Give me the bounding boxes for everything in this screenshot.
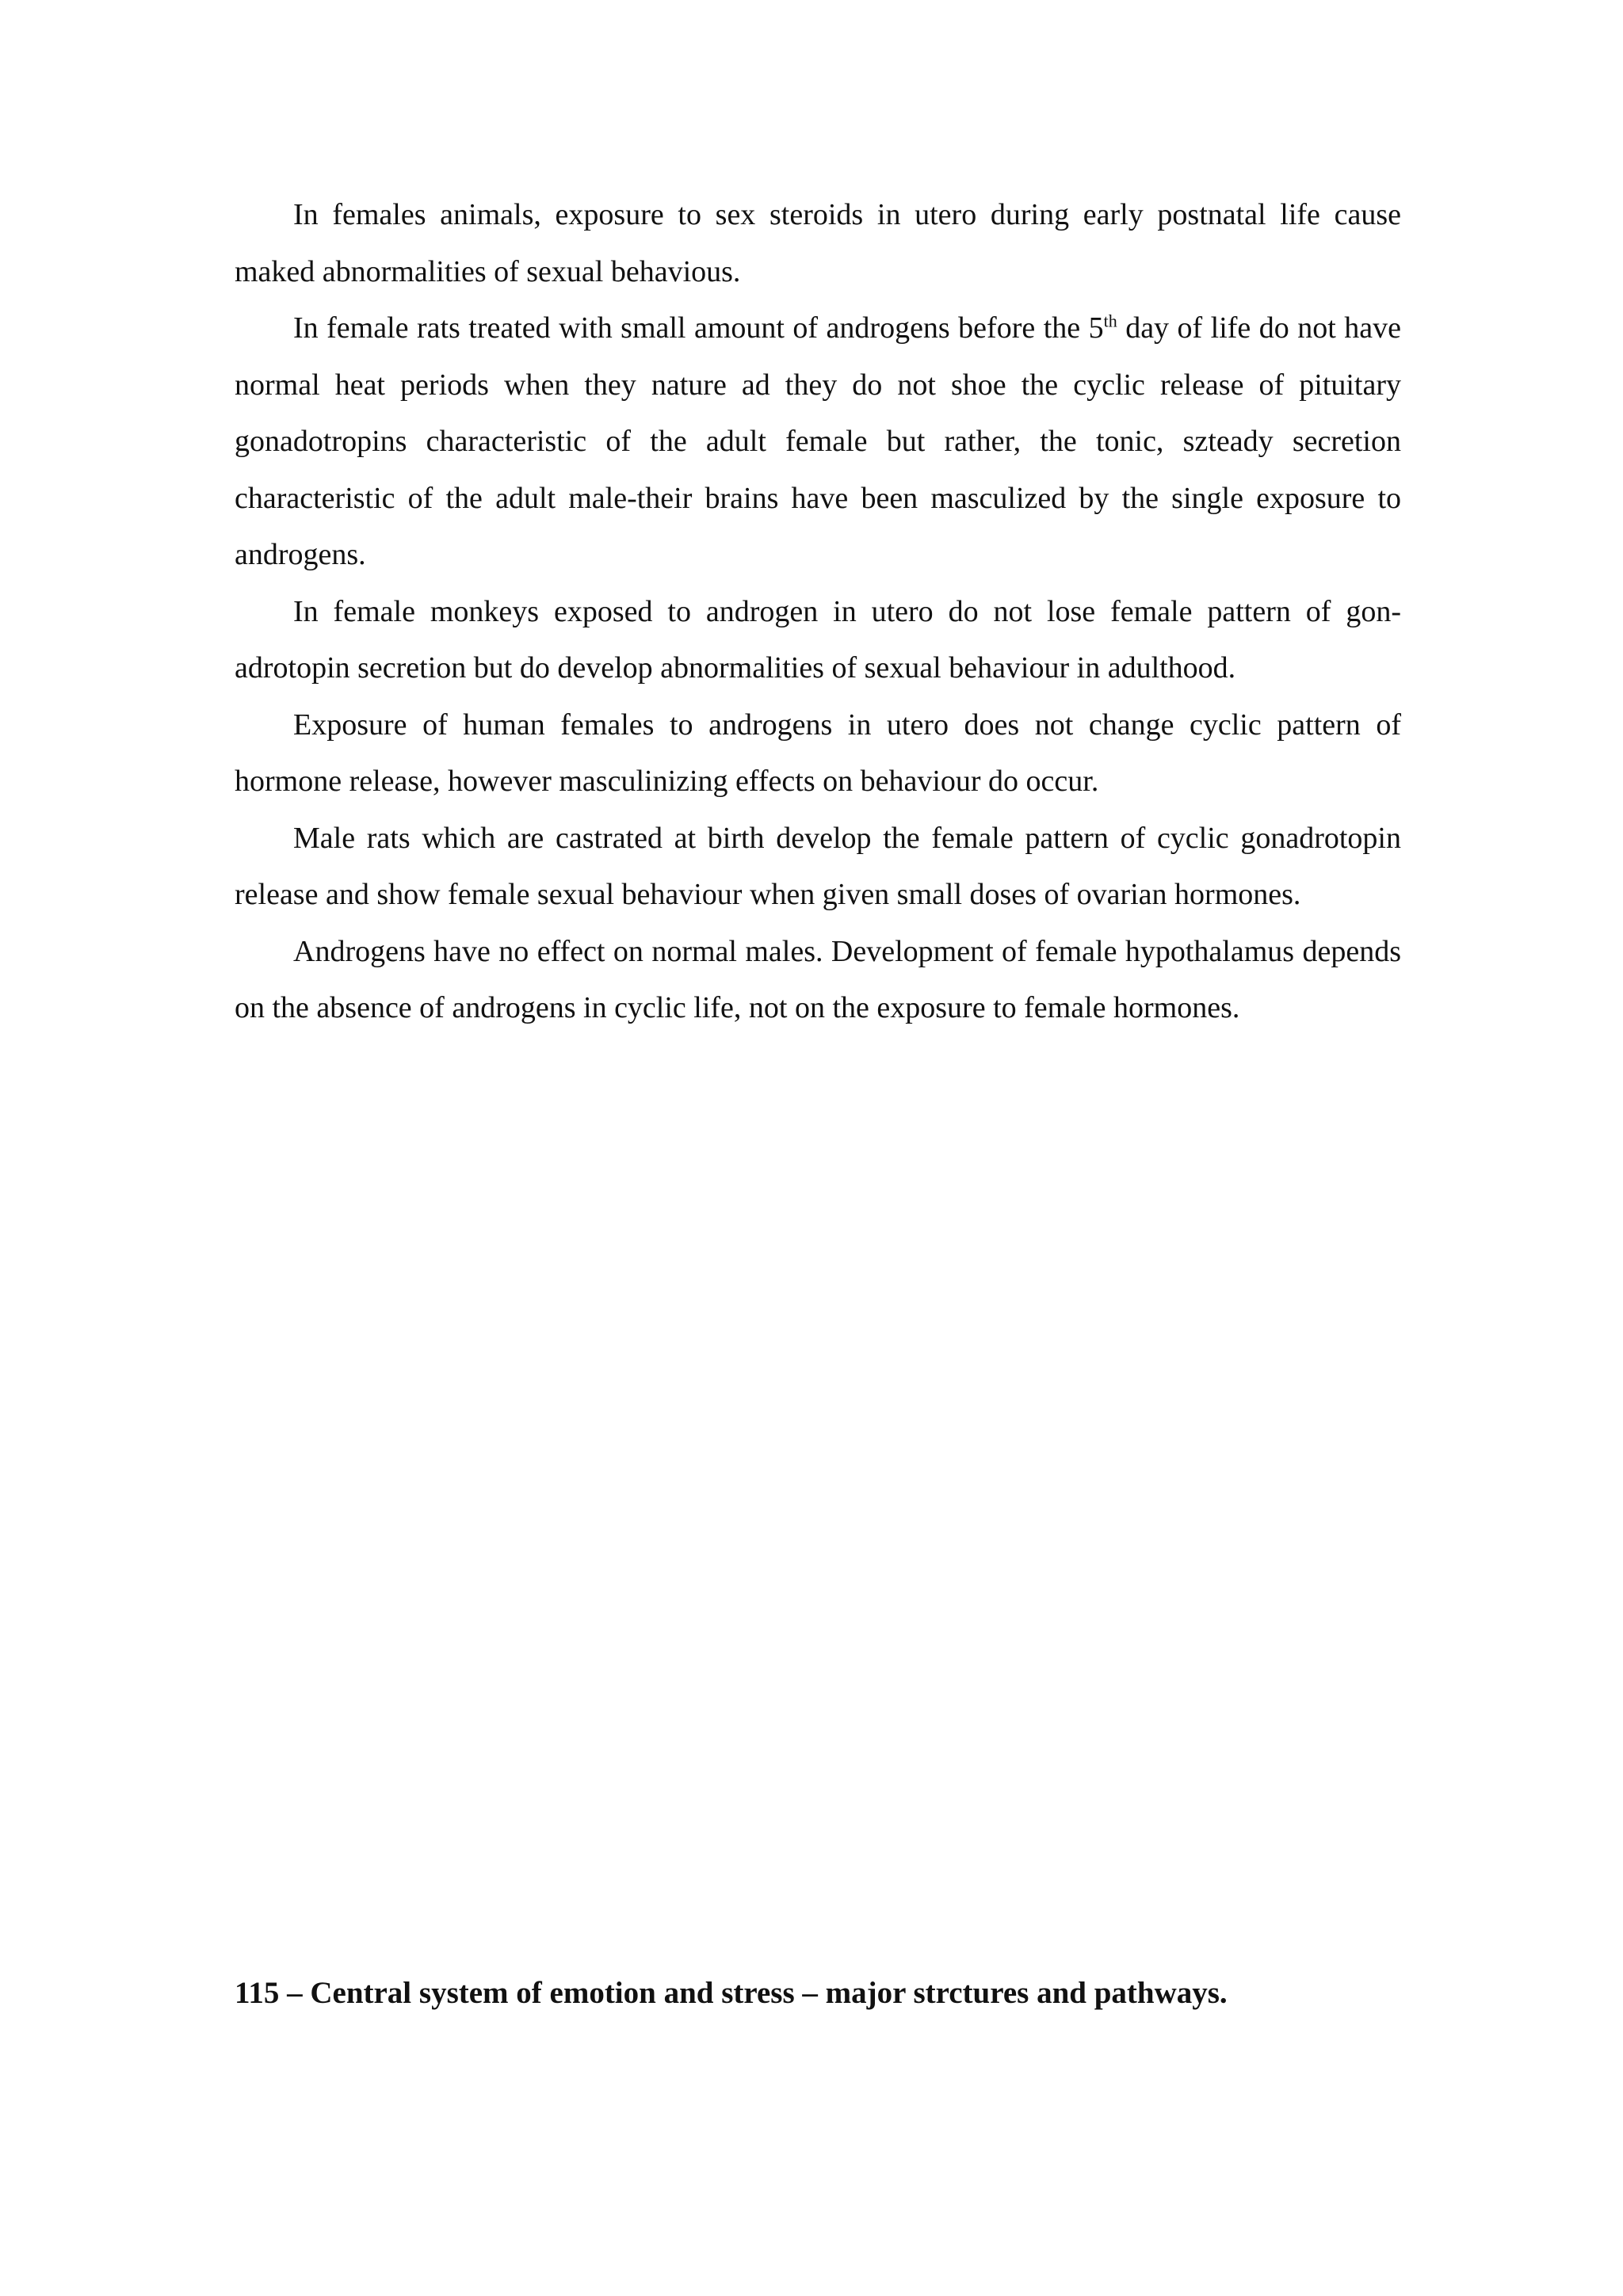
paragraph-2 <box>235 300 1401 584</box>
paragraph-2-rest: day of life do not have normal heat periods when they nature ad they do not shoe the cyclic release of pituitary gonadotropins characteristic of the adult female but rather, the tonic, szteady secretion characteristic of the adult male-their brains have been masculized by the single exposure to androgens. <box>235 311 1401 571</box>
paragraph-4: Exposure of human females to androgens in utero does not change cyclic pattern of hormone release, however masculinizing effects on behaviour do occur. <box>235 707 1401 798</box>
ordinal-superscript: th <box>1103 311 1117 331</box>
paragraph-5: Male rats which are castrated at birth develop the female pattern of cyclic gonadrotopin release and show female sexual behaviour when given small doses of ovarian hormones. <box>235 821 1401 911</box>
paragraph-2-start: In female rats treated with small amount of androgens before the 5 <box>293 311 1104 345</box>
paragraph-6: Androgens have no effect on normal males. Development of female hypothalamus depends on the absence of androgens in cyclic life, not on the exposure to female hormones. <box>235 934 1401 1024</box>
body-text <box>235 187 1401 1037</box>
section-heading: 115 – Central system of emotion and stress – major strctures and pathways. <box>235 1976 1228 2010</box>
paragraph-3: In female monkeys exposed to androgen in utero do not lose female pattern of gonadrotopin secretion but do develop abnormalities of sexual behaviour in adulthood. <box>235 594 1401 685</box>
paragraph-1: In females animals, exposure to sex steroids in utero during early postnatal life cause maked abnormalities of sexual behavious. <box>235 198 1401 288</box>
